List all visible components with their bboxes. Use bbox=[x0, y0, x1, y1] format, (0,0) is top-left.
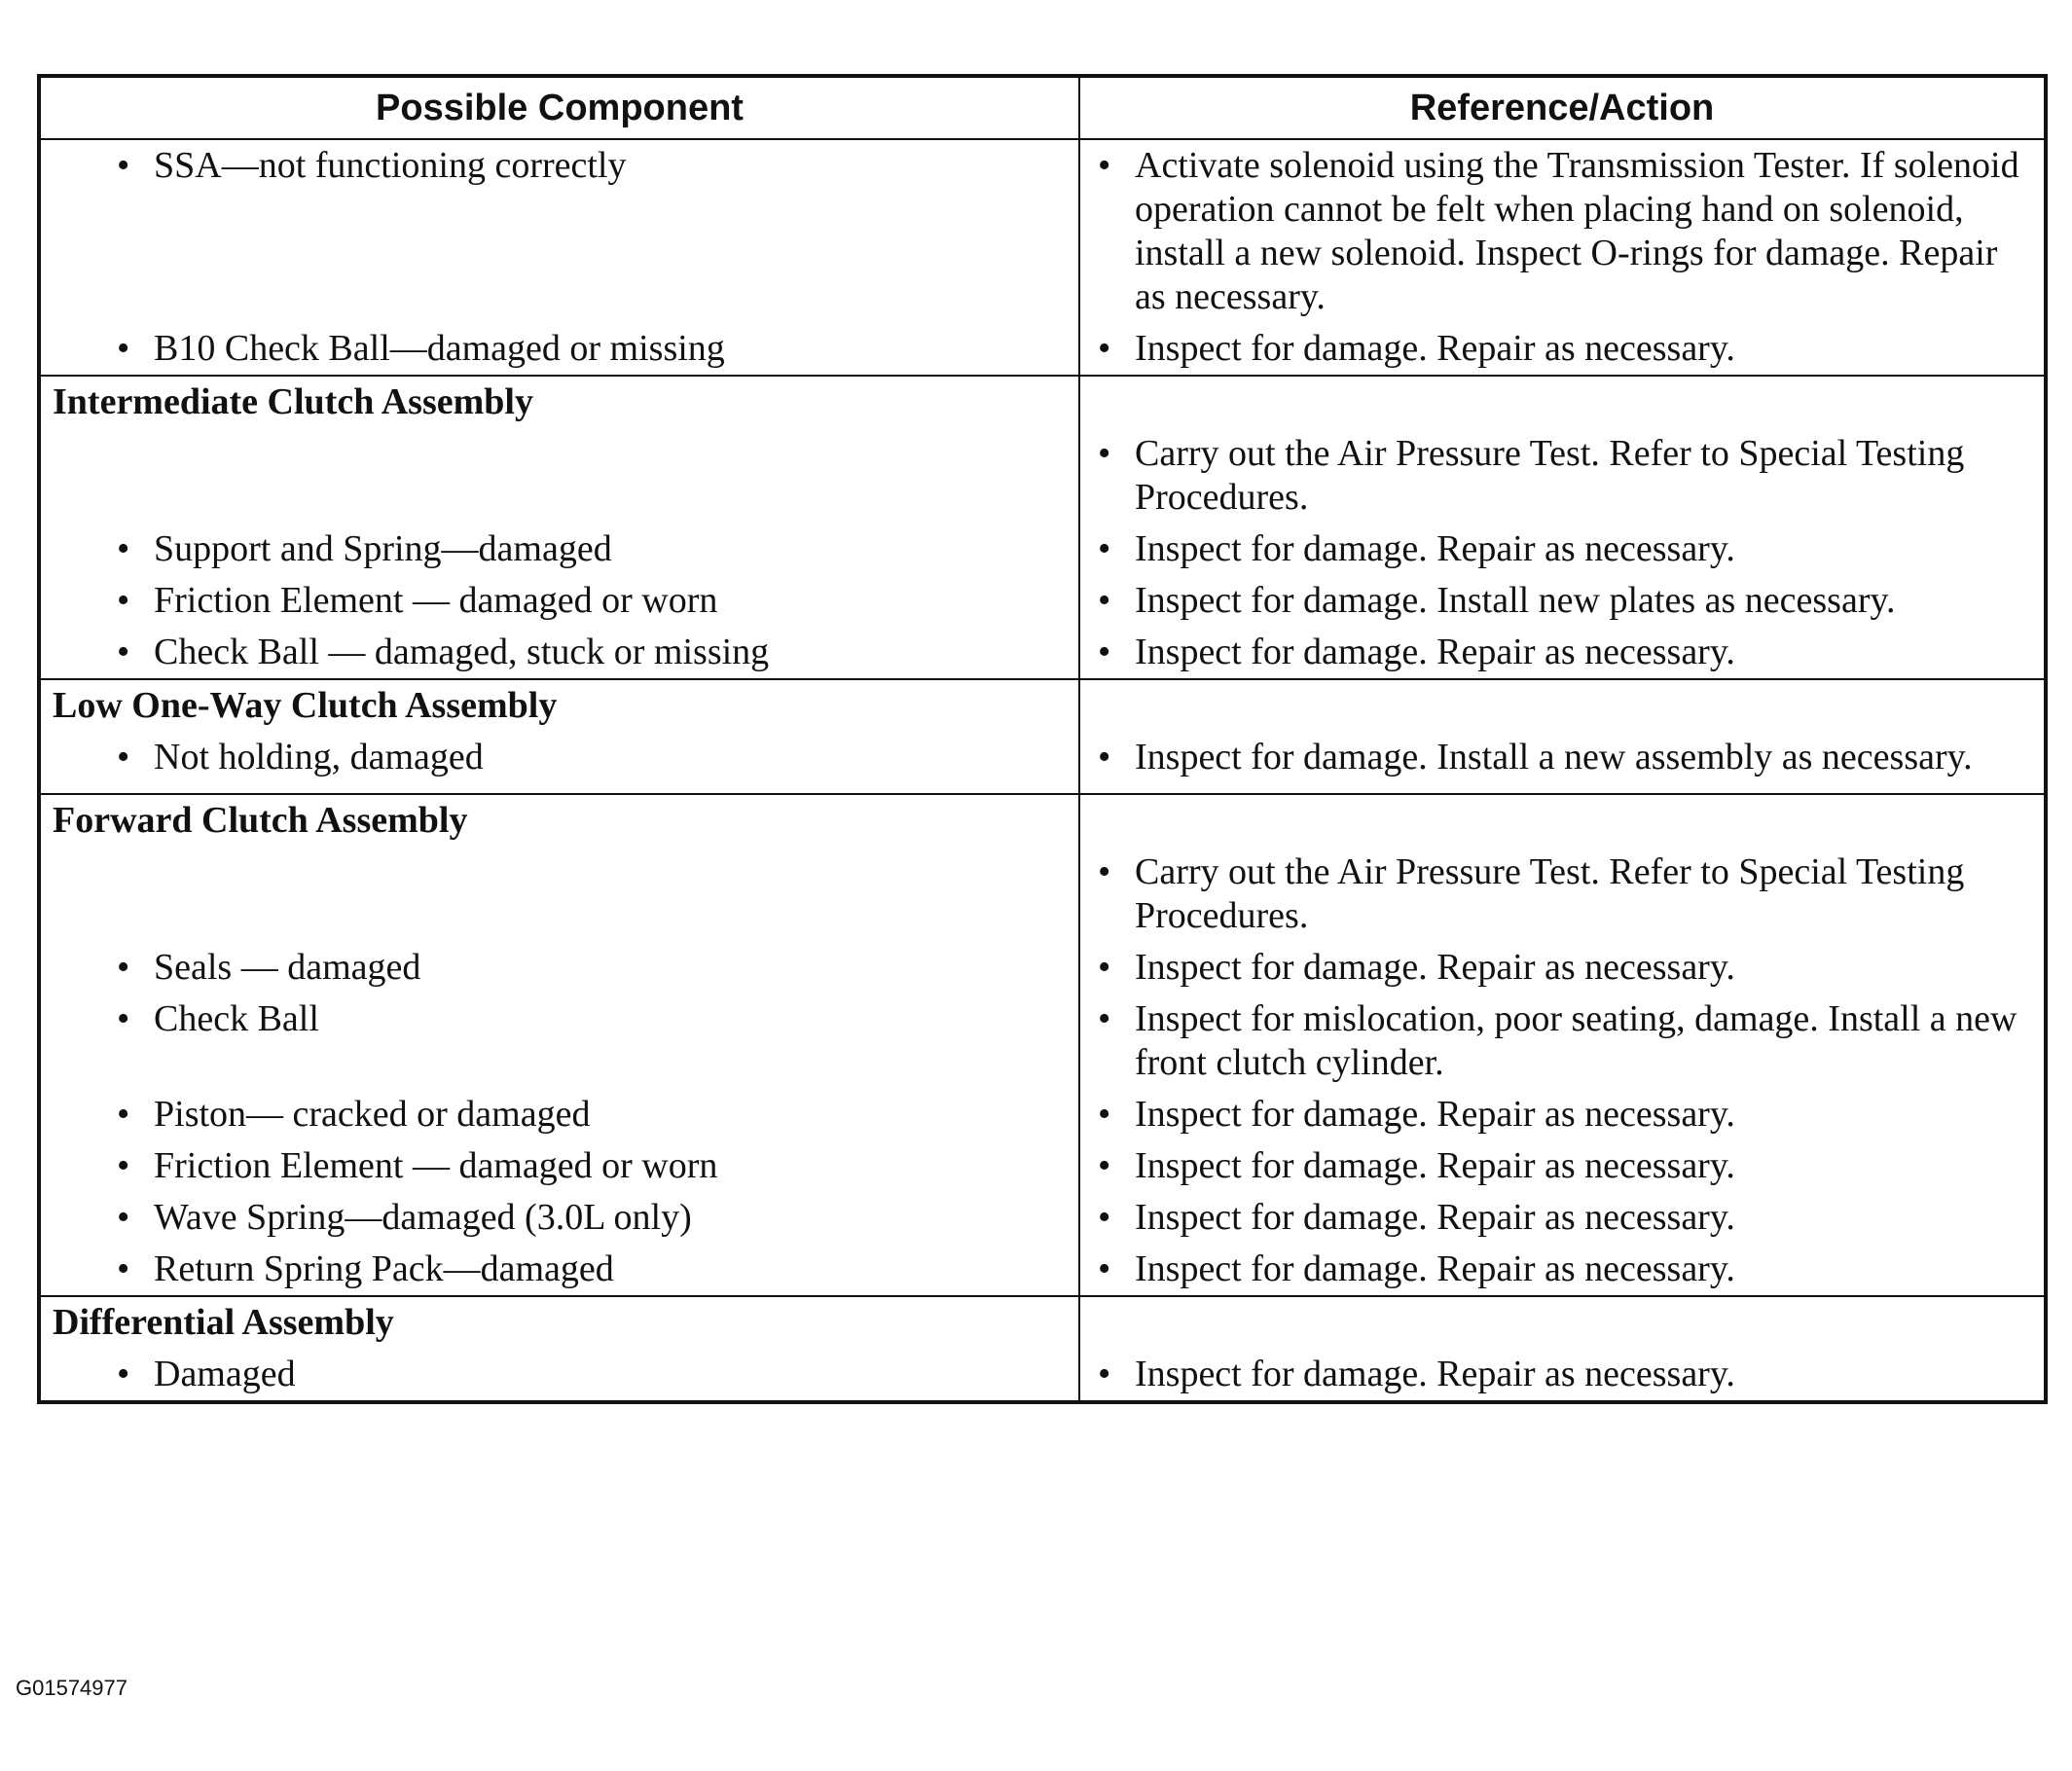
component-cell bbox=[39, 428, 1079, 524]
action-text: Inspect for damage. Install new plates as necessary. bbox=[1135, 580, 1896, 621]
bullet-icon bbox=[117, 327, 154, 371]
table-row bbox=[39, 428, 2046, 524]
bullet-icon bbox=[1098, 631, 1135, 674]
diagnosis-table bbox=[37, 74, 2048, 1404]
table-row bbox=[39, 1140, 2046, 1192]
figure-id: G01574977 bbox=[16, 1676, 127, 1700]
bullet-icon bbox=[1098, 997, 1135, 1041]
action-text: Inspect for damage. Repair as necessary. bbox=[1135, 1145, 1735, 1186]
section-title: Intermediate Clutch Assembly bbox=[53, 381, 533, 422]
bullet-icon bbox=[1098, 527, 1135, 571]
bullet-icon bbox=[117, 736, 154, 779]
table-row bbox=[39, 847, 2046, 942]
table-row bbox=[39, 323, 2046, 376]
action-cell bbox=[1079, 732, 2046, 794]
bullet-icon bbox=[117, 1093, 154, 1137]
component-cell bbox=[39, 575, 1079, 627]
action-text: Inspect for mislocation, poor seating, damage. Install a new front clutch cylinder. bbox=[1135, 998, 2017, 1083]
component-cell bbox=[39, 323, 1079, 376]
bullet-icon bbox=[1098, 432, 1135, 476]
component-text: Friction Element — damaged or worn bbox=[154, 580, 718, 621]
table-row bbox=[39, 627, 2046, 679]
component-cell bbox=[39, 1192, 1079, 1244]
bullet-icon bbox=[1098, 736, 1135, 779]
action-cell bbox=[1079, 323, 2046, 376]
action-text: Inspect for damage. Repair as necessary. bbox=[1135, 1354, 1735, 1394]
bullet-icon bbox=[117, 946, 154, 990]
component-text: Friction Element — damaged or worn bbox=[154, 1145, 718, 1186]
bullet-icon bbox=[1098, 579, 1135, 623]
bullet-icon bbox=[117, 579, 154, 623]
header-row bbox=[39, 76, 2046, 139]
action-cell bbox=[1079, 1244, 2046, 1296]
action-cell bbox=[1079, 847, 2046, 942]
bullet-icon bbox=[1098, 327, 1135, 371]
action-cell bbox=[1079, 139, 2046, 323]
component-text: Wave Spring—damaged (3.0L only) bbox=[154, 1197, 692, 1238]
action-cell bbox=[1079, 428, 2046, 524]
action-cell bbox=[1079, 1140, 2046, 1192]
component-text: Check Ball — damaged, stuck or missing bbox=[154, 632, 770, 672]
bullet-icon bbox=[1098, 1196, 1135, 1240]
action-text: Inspect for damage. Repair as necessary. bbox=[1135, 528, 1735, 569]
component-text: Piston— cracked or damaged bbox=[154, 1094, 591, 1135]
action-cell bbox=[1079, 575, 2046, 627]
action-text: Inspect for damage. Repair as necessary. bbox=[1135, 328, 1735, 369]
action-text: Carry out the Air Pressure Test. Refer to Special Testing Procedures. bbox=[1135, 433, 1965, 518]
component-cell bbox=[39, 732, 1079, 794]
component-text: Return Spring Pack—damaged bbox=[154, 1248, 614, 1289]
component-cell bbox=[39, 1140, 1079, 1192]
table-row bbox=[39, 732, 2046, 794]
table-row bbox=[39, 575, 2046, 627]
action-cell bbox=[1079, 994, 2046, 1089]
table-row bbox=[39, 1192, 2046, 1244]
table-row bbox=[39, 1349, 2046, 1402]
bullet-icon bbox=[117, 1353, 154, 1396]
table-row bbox=[39, 139, 2046, 323]
action-text: Inspect for damage. Install a new assembly as necessary. bbox=[1135, 737, 1973, 777]
action-cell bbox=[1079, 1089, 2046, 1140]
component-text: Seals — damaged bbox=[154, 947, 421, 988]
bullet-icon bbox=[1098, 1093, 1135, 1137]
component-cell bbox=[39, 524, 1079, 575]
action-cell bbox=[1079, 1349, 2046, 1402]
section-row bbox=[39, 794, 2046, 847]
header-reference-action: Reference/Action bbox=[1079, 76, 2046, 139]
bullet-icon bbox=[117, 1247, 154, 1291]
bullet-icon bbox=[1098, 1144, 1135, 1188]
table-row bbox=[39, 994, 2046, 1089]
section-row bbox=[39, 376, 2046, 428]
component-cell bbox=[39, 1244, 1079, 1296]
component-text: Damaged bbox=[154, 1354, 296, 1394]
action-cell bbox=[1079, 942, 2046, 994]
component-cell bbox=[39, 139, 1079, 323]
component-text: Support and Spring—damaged bbox=[154, 528, 612, 569]
bullet-icon bbox=[117, 631, 154, 674]
table-row bbox=[39, 1244, 2046, 1296]
action-cell bbox=[1079, 524, 2046, 575]
component-text: Not holding, damaged bbox=[154, 737, 484, 777]
component-cell bbox=[39, 627, 1079, 679]
component-text: Check Ball bbox=[154, 998, 319, 1039]
table-row bbox=[39, 942, 2046, 994]
bullet-icon bbox=[1098, 1353, 1135, 1396]
section-title: Differential Assembly bbox=[53, 1302, 394, 1343]
table-row bbox=[39, 524, 2046, 575]
action-text: Inspect for damage. Repair as necessary. bbox=[1135, 1197, 1735, 1238]
bullet-icon bbox=[1098, 850, 1135, 894]
header-possible-component: Possible Component bbox=[39, 76, 1079, 139]
section-title: Forward Clutch Assembly bbox=[53, 800, 468, 841]
component-text: SSA—not functioning correctly bbox=[154, 145, 627, 186]
action-text: Inspect for damage. Repair as necessary. bbox=[1135, 632, 1735, 672]
component-text: B10 Check Ball—damaged or missing bbox=[154, 328, 725, 369]
component-cell bbox=[39, 942, 1079, 994]
bullet-icon bbox=[117, 1144, 154, 1188]
bullet-icon bbox=[117, 144, 154, 188]
table-row bbox=[39, 1089, 2046, 1140]
component-cell bbox=[39, 847, 1079, 942]
bullet-icon bbox=[1098, 144, 1135, 188]
section-title: Low One-Way Clutch Assembly bbox=[53, 685, 558, 726]
bullet-icon bbox=[117, 527, 154, 571]
bullet-icon bbox=[1098, 946, 1135, 990]
action-text: Carry out the Air Pressure Test. Refer to Special Testing Procedures. bbox=[1135, 851, 1965, 936]
action-cell bbox=[1079, 627, 2046, 679]
component-cell bbox=[39, 994, 1079, 1089]
action-text: Inspect for damage. Repair as necessary. bbox=[1135, 1248, 1735, 1289]
action-cell bbox=[1079, 1192, 2046, 1244]
bullet-icon bbox=[117, 997, 154, 1041]
action-text: Inspect for damage. Repair as necessary. bbox=[1135, 1094, 1735, 1135]
action-text: Inspect for damage. Repair as necessary. bbox=[1135, 947, 1735, 988]
component-cell bbox=[39, 1349, 1079, 1402]
bullet-icon bbox=[117, 1196, 154, 1240]
section-row bbox=[39, 679, 2046, 732]
action-text: Activate solenoid using the Transmission Tester. If solenoid operation cannot be felt when placing hand on solenoid, install a new solenoid. Inspect O-rings for damage. Repair as necessary. bbox=[1135, 145, 2019, 317]
component-cell bbox=[39, 1089, 1079, 1140]
bullet-icon bbox=[1098, 1247, 1135, 1291]
section-row bbox=[39, 1296, 2046, 1349]
